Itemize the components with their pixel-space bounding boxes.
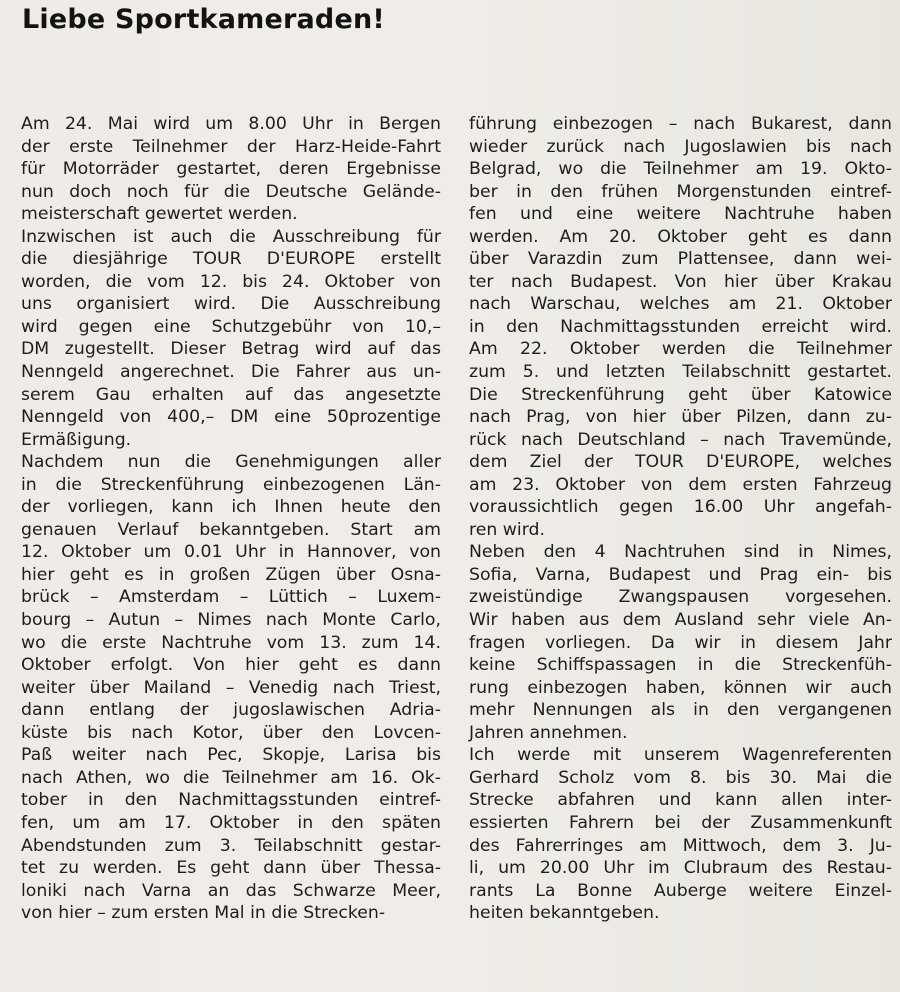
- text-line: fen, um am 17. Oktober in den späten: [21, 812, 441, 833]
- text-line: tober in den Nachmittagsstunden eintref-: [21, 790, 441, 811]
- text-line: Wir haben aus dem Ausland sehr viele An-: [469, 610, 892, 631]
- text-line: dem Ziel der TOUR D'EUROPE, welches: [469, 452, 892, 473]
- text-line: wird gegen eine Schutzgebühr von 10,–: [21, 316, 441, 337]
- text-line: wieder zurück nach Jugoslawien bis nach: [469, 136, 892, 157]
- text-line: uns organisiert wird. Die Ausschreibung: [21, 294, 441, 315]
- text-line: nach Warschau, welches am 21. Oktober: [469, 294, 892, 315]
- text-line: Sofia, Varna, Budapest und Prag ein- bis: [469, 564, 892, 585]
- text-line: tet zu werden. Es geht dann über Thessa-: [21, 858, 441, 879]
- text-line: zum 5. und letzten Teilabschnitt gestartet.: [469, 362, 892, 383]
- text-line: Nenngeld von 400,– DM eine 50prozentige: [21, 407, 441, 428]
- text-line: rück nach Deutschland – nach Travemünde,: [469, 429, 892, 450]
- text-line: Belgrad, wo die Teilnehmer am 19. Okto-: [469, 159, 892, 180]
- text-line: worden, die vom 12. bis 24. Oktober von: [21, 271, 441, 292]
- text-line: genauen Verlauf bekanntgeben. Start am: [21, 519, 441, 540]
- text-line: rung einbezogen haben, können wir auch: [469, 677, 892, 698]
- text-line: Neben den 4 Nachtruhen sind in Nimes,: [469, 542, 892, 563]
- text-line: nach Athen, wo die Teilnehmer am 16. Ok-: [21, 767, 441, 788]
- text-line: heiten bekanntgeben.: [469, 903, 660, 924]
- text-line: wo die erste Nachtruhe vom 13. zum 14.: [21, 632, 441, 653]
- text-line: Abendstunden zum 3. Teilabschnitt gestar-: [21, 835, 441, 856]
- text-line: von hier – zum ersten Mal in die Strecken-: [21, 903, 386, 924]
- text-line: li, um 20.00 Uhr im Clubraum des Restau-: [469, 858, 892, 879]
- text-line: rants La Bonne Auberge weitere Einzel-: [469, 880, 892, 901]
- text-line: über Varazdin zum Plattensee, dann wei-: [469, 249, 892, 270]
- text-line: ren wird.: [469, 519, 546, 540]
- text-line: Die Streckenführung geht über Katowice: [469, 384, 892, 405]
- text-line: Paß weiter nach Pec, Skopje, Larisa bis: [21, 745, 441, 766]
- text-line: brück – Amsterdam – Lüttich – Luxem-: [21, 587, 441, 608]
- text-line: DM zugestellt. Dieser Betrag wird auf das: [21, 339, 441, 360]
- text-line: werden. Am 20. Oktober geht es dann: [469, 226, 892, 247]
- text-line: Inzwischen ist auch die Ausschreibung für: [21, 226, 441, 247]
- text-line: essierten Fahrern bei der Zusammenkunft: [469, 812, 892, 833]
- text-line: zweistündige Zwangspausen vorgesehen.: [469, 587, 892, 608]
- text-line: der erste Teilnehmer der Harz-Heide-Fahrt: [21, 136, 441, 157]
- text-line: Am 22. Oktober werden die Teilnehmer: [469, 339, 892, 360]
- text-line: Ermäßigung.: [21, 429, 132, 450]
- text-line: Strecke abfahren und kann allen inter-: [469, 790, 892, 811]
- text-line: weiter über Mailand – Venedig nach Triest,: [21, 677, 441, 698]
- text-line: meisterschaft gewertet werden.: [21, 204, 298, 225]
- text-line: 12. Oktober um 0.01 Uhr in Hannover, von: [21, 542, 441, 563]
- text-column-right: [469, 113, 892, 925]
- text-line: Nenngeld angerechnet. Die Fahrer aus un-: [21, 362, 441, 383]
- text-line: nun doch noch für die Deutsche Gelände-: [21, 181, 441, 202]
- text-line: die diesjährige TOUR D'EUROPE erstellt: [21, 249, 441, 270]
- text-line: des Fahrerringes am Mittwoch, dem 3. Ju-: [469, 835, 892, 856]
- text-line: hier geht es in großen Zügen über Osna-: [21, 564, 441, 585]
- text-line: Jahren annehmen.: [469, 722, 628, 743]
- text-line: ter nach Budapest. Von hier über Krakau: [469, 271, 892, 292]
- text-line: loniki nach Varna an das Schwarze Meer,: [21, 880, 441, 901]
- text-line: mehr Nennungen als in den vergangenen: [469, 700, 892, 721]
- text-column-left: [21, 113, 441, 925]
- text-line: Ich werde mit unserem Wagenreferenten: [469, 745, 892, 766]
- text-line: führung einbezogen – nach Bukarest, dann: [469, 114, 892, 134]
- text-line: Nachdem nun die Genehmigungen aller: [21, 452, 441, 473]
- text-line: bourg – Autun – Nimes nach Monte Carlo,: [21, 610, 441, 631]
- text-line: für Motorräder gestartet, deren Ergebnisse: [21, 159, 441, 180]
- text-line: am 23. Oktober von dem ersten Fahrzeug: [469, 474, 892, 495]
- text-line: dann entlang der jugoslawischen Adria-: [21, 700, 441, 721]
- text-line: serem Gau erhalten auf das angesetzte: [21, 384, 441, 405]
- text-line: küste bis nach Kotor, über den Lovcen-: [21, 722, 441, 743]
- text-line: Gerhard Scholz vom 8. bis 30. Mai die: [469, 767, 892, 788]
- text-line: nach Prag, von hier über Pilzen, dann zu-: [469, 407, 892, 428]
- text-line: in den Nachmittagsstunden erreicht wird.: [469, 316, 892, 337]
- text-line: Am 24. Mai wird um 8.00 Uhr in Bergen: [21, 114, 441, 134]
- text-line: voraussichtlich gegen 16.00 Uhr angefah-: [469, 497, 892, 518]
- text-line: Oktober erfolgt. Von hier geht es dann: [21, 655, 441, 676]
- text-line: ber in den frühen Morgenstunden eintref-: [469, 181, 892, 202]
- text-line: fragen vorliegen. Da wir in diesem Jahr: [469, 632, 892, 653]
- text-line: fen und eine weitere Nachtruhe haben: [469, 204, 892, 225]
- page-title: Liebe Sportkameraden!: [22, 4, 385, 35]
- text-line: keine Schiffspassagen in die Streckenfüh-: [469, 655, 892, 676]
- text-line: der vorliegen, kann ich Ihnen heute den: [21, 497, 441, 518]
- text-line: in die Streckenführung einbezogenen Län-: [21, 474, 441, 495]
